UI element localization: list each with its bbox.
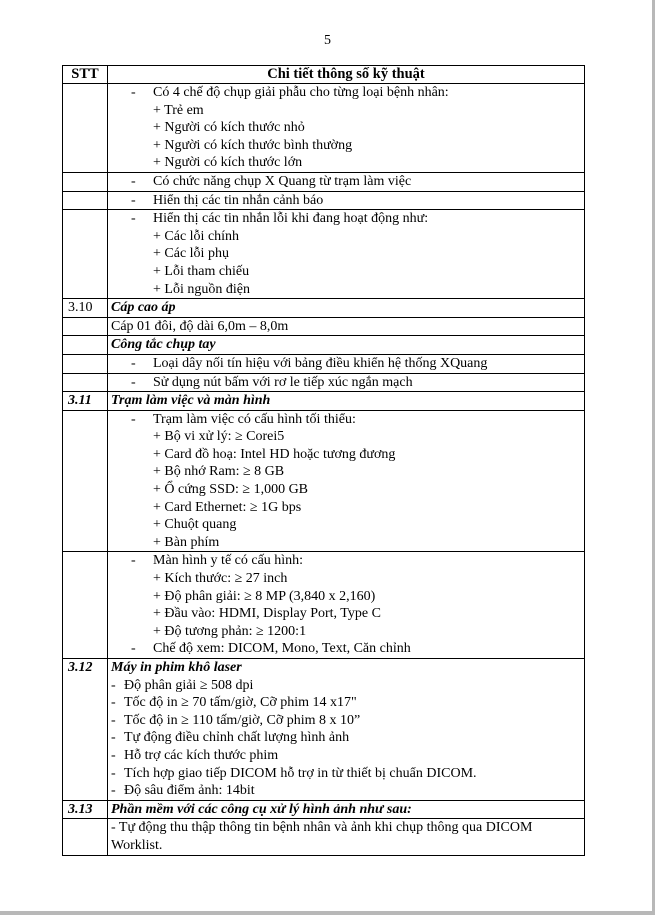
list-item: + Card Ethernet: ≥ 1G bps — [153, 499, 302, 515]
software-item: - Tự động thu thập thông tin bệnh nhân và ảnh khi chụp thông qua DICOM Worklist. — [108, 819, 585, 855]
list-item: + Các lỗi phụ — [153, 246, 229, 262]
table-row — [63, 336, 585, 355]
section-row-3-13 — [63, 800, 585, 819]
printer-cell: Máy in phim khô laser - Độ phân giải ≥ 508 dpi - Tốc độ in ≥ 70 tấm/giờ, Cỡ phim 14 x17" - Tốc độ in ≥ 110 tấm/giờ, Cỡ phim 8 x 10” - Tự động điều chỉnh chất lượng hình ảnh - Hỗ trợ các kích thước phim - Tích hợp giao tiếp DICOM hỗ trợ in từ thiết bị chuẩn DICOM. - Độ sâu điểm ảnh: 14bit — [108, 659, 585, 801]
workstation-cell: - Trạm làm việc có cấu hình tối thiểu: + Bộ vi xử lý: ≥ Corei5 + Card đồ hoạ: Intel HD hoặc tương đương + Bộ nhớ Ram: ≥ 8 GB + Ổ cứng SSD: ≥ 1,000 GB + Card Ethernet: ≥ 1G bps + Chuột quang + Bàn phím — [108, 410, 585, 552]
list-item: Độ sâu điểm ảnh: 14bit — [124, 783, 255, 799]
table-row: - Có chức năng chụp X Quang từ trạm làm việc — [63, 172, 585, 191]
subsection-title: Công tắc chụp tay — [108, 336, 585, 355]
list-item: Loại dây nối tín hiệu với bảng điều khiển hệ thống XQuang — [153, 355, 488, 371]
list-item: + Kích thước: ≥ 27 inch — [153, 571, 288, 587]
table-row — [63, 819, 585, 855]
section-number: 3.12 — [63, 659, 108, 801]
list-item: + Người có kích thước lớn — [153, 155, 303, 171]
section-title: Phần mềm với các công cụ xử lý hình ảnh như sau: — [108, 800, 585, 819]
table-row: - Loại dây nối tín hiệu với bảng điều khiển hệ thống XQuang — [63, 354, 585, 373]
table-row: - Hiển thị các tin nhắn cảnh báo — [63, 191, 585, 210]
table-row: - Sử dụng nút bấm với rơ le tiếp xúc ngắn mạch — [63, 373, 585, 392]
list-item: Tích hợp giao tiếp DICOM hỗ trợ in từ thiết bị chuẩn DICOM. — [124, 765, 477, 781]
anatomy-modes-cell: - Có 4 chế độ chụp giải phẫu cho từng loại bệnh nhân: + Trẻ em + Người có kích thước nhỏ + Người có kích thước bình thường + Người có kích thước lớn — [108, 84, 585, 173]
list-item: + Độ phân giải: ≥ 8 MP (3,840 x 2,160) — [153, 588, 376, 604]
page-number: 5 — [324, 33, 331, 48]
list-item: + Lỗi nguồn điện — [153, 281, 250, 297]
section-title: Máy in phim khô laser — [111, 660, 242, 675]
xray-feature: Có chức năng chụp X Quang từ trạm làm việc — [153, 173, 412, 189]
section-title: Cáp cao áp — [108, 299, 585, 318]
list-item: + Bàn phím — [153, 534, 220, 550]
section-number: 3.13 — [63, 800, 108, 819]
list-item: + Ổ cứng SSD: ≥ 1,000 GB — [153, 482, 309, 498]
section-row-3-12 — [63, 659, 585, 801]
list-item: + Các lỗi chính — [153, 228, 240, 244]
monitor-cell: - Màn hình y tế có cấu hình: + Kích thước: ≥ 27 inch + Độ phân giải: ≥ 8 MP (3,840 x 2,160) + Đầu vào: HDMI, Display Port, Type C + Độ tương phản: ≥ 1200:1 - Chế độ xem: DICOM, Mono, Text, Căn chỉnh — [108, 552, 585, 659]
table-row — [63, 317, 585, 336]
page-shadow-bottom — [0, 911, 655, 915]
list-item: + Trẻ em — [153, 102, 204, 118]
section-title: Trạm làm việc và màn hình — [108, 392, 585, 411]
section-row-3-10 — [63, 299, 585, 318]
warning-feature: Hiển thị các tin nhắn cảnh báo — [153, 192, 324, 208]
section-number: 3.10 — [63, 299, 108, 318]
list-item: + Bộ vi xử lý: ≥ Corei5 — [153, 429, 285, 445]
list-item: + Người có kích thước bình thường — [153, 137, 353, 153]
section-row-3-11 — [63, 392, 585, 411]
table-row — [63, 210, 585, 299]
list-item: + Người có kích thước nhỏ — [153, 120, 305, 136]
list-item: Hỗ trợ các kích thước phim — [124, 747, 279, 763]
list-item: Sử dụng nút bấm với rơ le tiếp xúc ngắn mạch — [153, 374, 413, 390]
list-item: + Card đồ hoạ: Intel HD hoặc tương đương — [153, 446, 396, 462]
list-item: Tự động điều chỉnh chất lượng hình ảnh — [124, 730, 350, 746]
table-row — [63, 552, 585, 659]
header-detail: Chi tiết thông số kỹ thuật — [108, 66, 585, 84]
table-row — [63, 410, 585, 552]
section-number: 3.11 — [63, 392, 108, 411]
table-header-row — [63, 66, 585, 84]
table-row — [63, 84, 585, 173]
list-item: Chế độ xem: DICOM, Mono, Text, Căn chỉnh — [153, 641, 411, 657]
header-stt: STT — [63, 66, 108, 84]
list-item: + Chuột quang — [153, 517, 237, 533]
errors-cell: - Hiển thị các tin nhắn lỗi khi đang hoạt động như: + Các lỗi chính + Các lỗi phụ + Lỗi tham chiếu + Lỗi nguồn điện — [108, 210, 585, 299]
list-item: Tốc độ in ≥ 110 tấm/giờ, Cỡ phim 8 x 10” — [124, 712, 361, 728]
spec-table — [62, 65, 585, 856]
list-item: Độ phân giải ≥ 508 dpi — [124, 677, 254, 693]
list-item: + Bộ nhớ Ram: ≥ 8 GB — [153, 464, 285, 480]
list-item: + Lỗi tham chiếu — [153, 263, 250, 279]
list-item: + Độ tương phản: ≥ 1200:1 — [153, 623, 307, 639]
list-item: Tốc độ in ≥ 70 tấm/giờ, Cỡ phim 14 x17" — [124, 695, 357, 711]
cable-spec: Cáp 01 đôi, độ dài 6,0m – 8,0m — [108, 317, 585, 336]
list-item: + Đầu vào: HDMI, Display Port, Type C — [153, 606, 381, 622]
